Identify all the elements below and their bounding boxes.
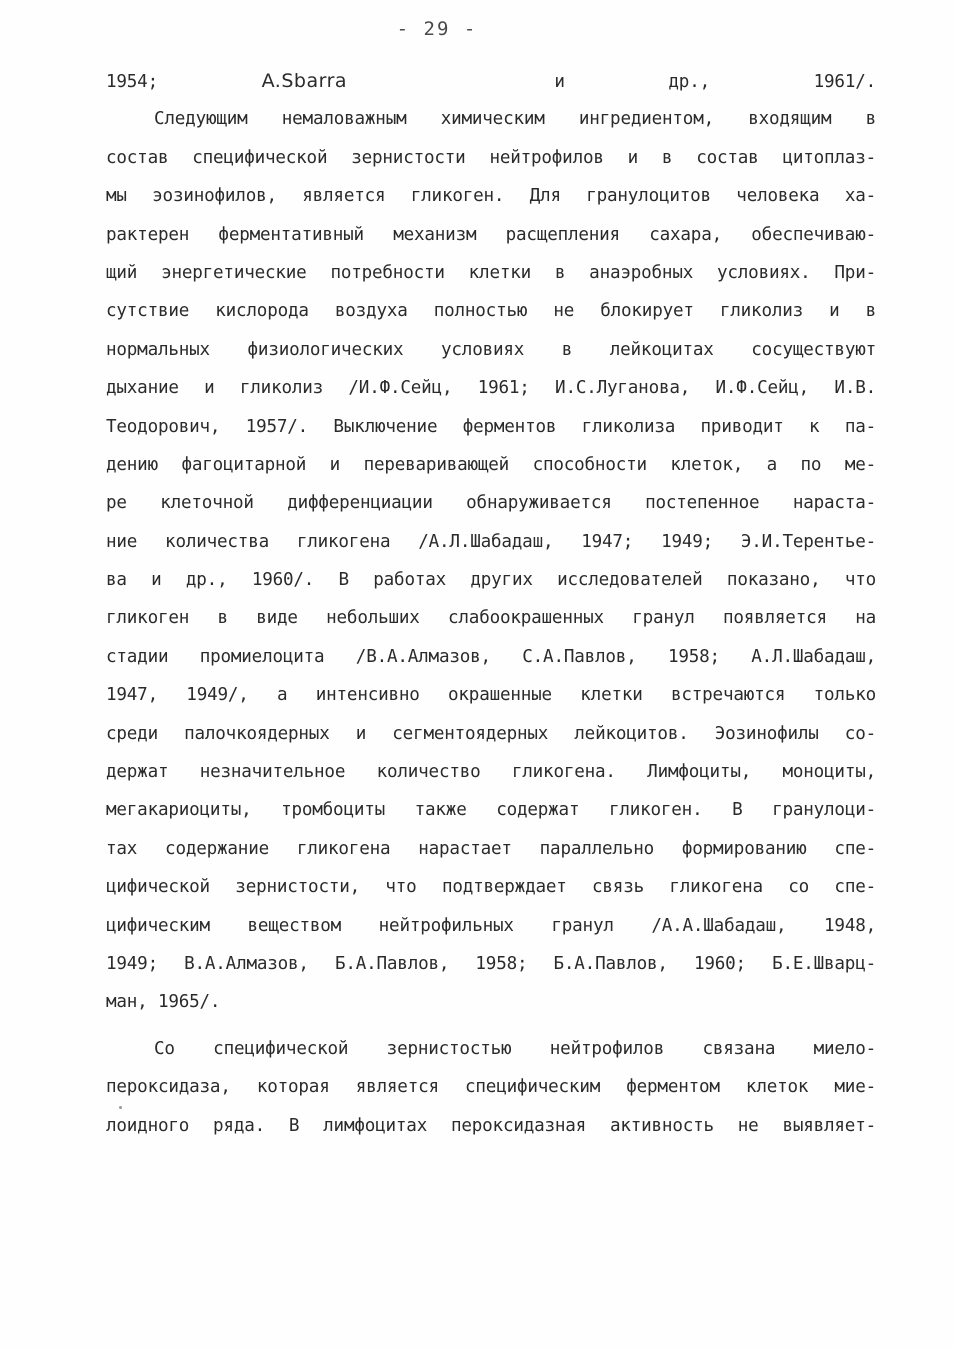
text-line: тах содержание гликогена нарастает параллельно формированию спе- <box>106 838 876 859</box>
text-line: состав специфической зернистости нейтрофилов и в состав цитоплаз- <box>106 147 876 168</box>
text-line: рактерен ферментативный механизм расщепления сахара, обеспечиваю- <box>106 224 876 245</box>
body-text <box>106 62 876 1145</box>
text-line: 1947, 1949/, а интенсивно окрашенные клетки встречаются только <box>106 685 876 706</box>
page-number: - 29 - <box>396 18 478 40</box>
text-line: дению фагоцитарной и переваривающей способности клеток, а по ме- <box>106 454 876 475</box>
text-line: Теодорович, 1957/. Выключение ферментов гликолиза приводит к па- <box>106 416 876 437</box>
text-line: мегакариоциты, тромбоциты также содержат гликоген. В гранулоци- <box>106 800 876 821</box>
text-line: дыхание и гликолиз /И.Ф.Сейц, 1961; И.С.Луганова, И.Ф.Сейц, И.В. <box>106 378 876 399</box>
text-line: держат незначительное количество гликогена. Лимфоциты, моноциты, <box>106 762 876 783</box>
text-line: ние количества гликогена /А.Л.Шабадаш, 1947; 1949; Э.И.Терентье- <box>106 531 876 552</box>
text-line: Следующим немаловажным химическим ингредиентом, входящим в <box>154 109 876 130</box>
text-line: лоидного ряда. В лимфоцитах пероксидазная активность не выявляет- <box>106 1115 876 1136</box>
text-line: сутствие кислорода воздуха полностью не блокирует гликолиз и в <box>106 301 876 322</box>
text-line: ре клеточной дифференциации обнаруживается постепенное нараста- <box>106 493 876 514</box>
text-line: пероксидаза, которая является специфическим ферментом клеток мие- <box>106 1077 876 1098</box>
text-line: стадии промиелоцита /В.А.Алмазов, С.А.Павлов, 1958; А.Л.Шабадаш, <box>106 646 876 667</box>
text-line: ва и др., 1960/. В работах других исследователей показано, что <box>106 570 876 591</box>
text-line: щий энергетические потребности клетки в анаэробных условиях. При- <box>106 262 876 283</box>
text-line: 1949; В.А.Алмазов, Б.А.Павлов, 1958; Б.А.Павлов, 1960; Б.Е.Шварц- <box>106 953 876 974</box>
text-line: ман, 1965/. <box>106 992 221 1013</box>
text-line: цифической зернистости, что подтверждает связь гликогена со спе- <box>106 877 876 898</box>
citation-year: 1954; <box>106 72 262 92</box>
scan-speck <box>119 1106 122 1109</box>
citation-rest: и др., 1961/. <box>347 72 876 92</box>
text-line: среди палочкоядерных и сегментоядерных лейкоцитов. Эозинофилы со- <box>106 723 876 744</box>
handwritten-author-name: A.Sbarra <box>261 70 348 92</box>
text-line-first <box>106 62 876 100</box>
text-line: гликоген в виде небольших слабоокрашенных гранул появляется на <box>106 608 876 629</box>
text-line: Со специфической зернистостью нейтрофилов связана миело- <box>154 1038 876 1059</box>
text-line: мы эозинофилов, является гликоген. Для гранулоцитов человека ха- <box>106 186 876 207</box>
text-line: нормальных физиологических условиях в лейкоцитах сосуществуют <box>106 339 876 360</box>
text-line: цифическим веществом нейтрофильных гранул /А.А.Шабадаш, 1948, <box>106 915 876 936</box>
